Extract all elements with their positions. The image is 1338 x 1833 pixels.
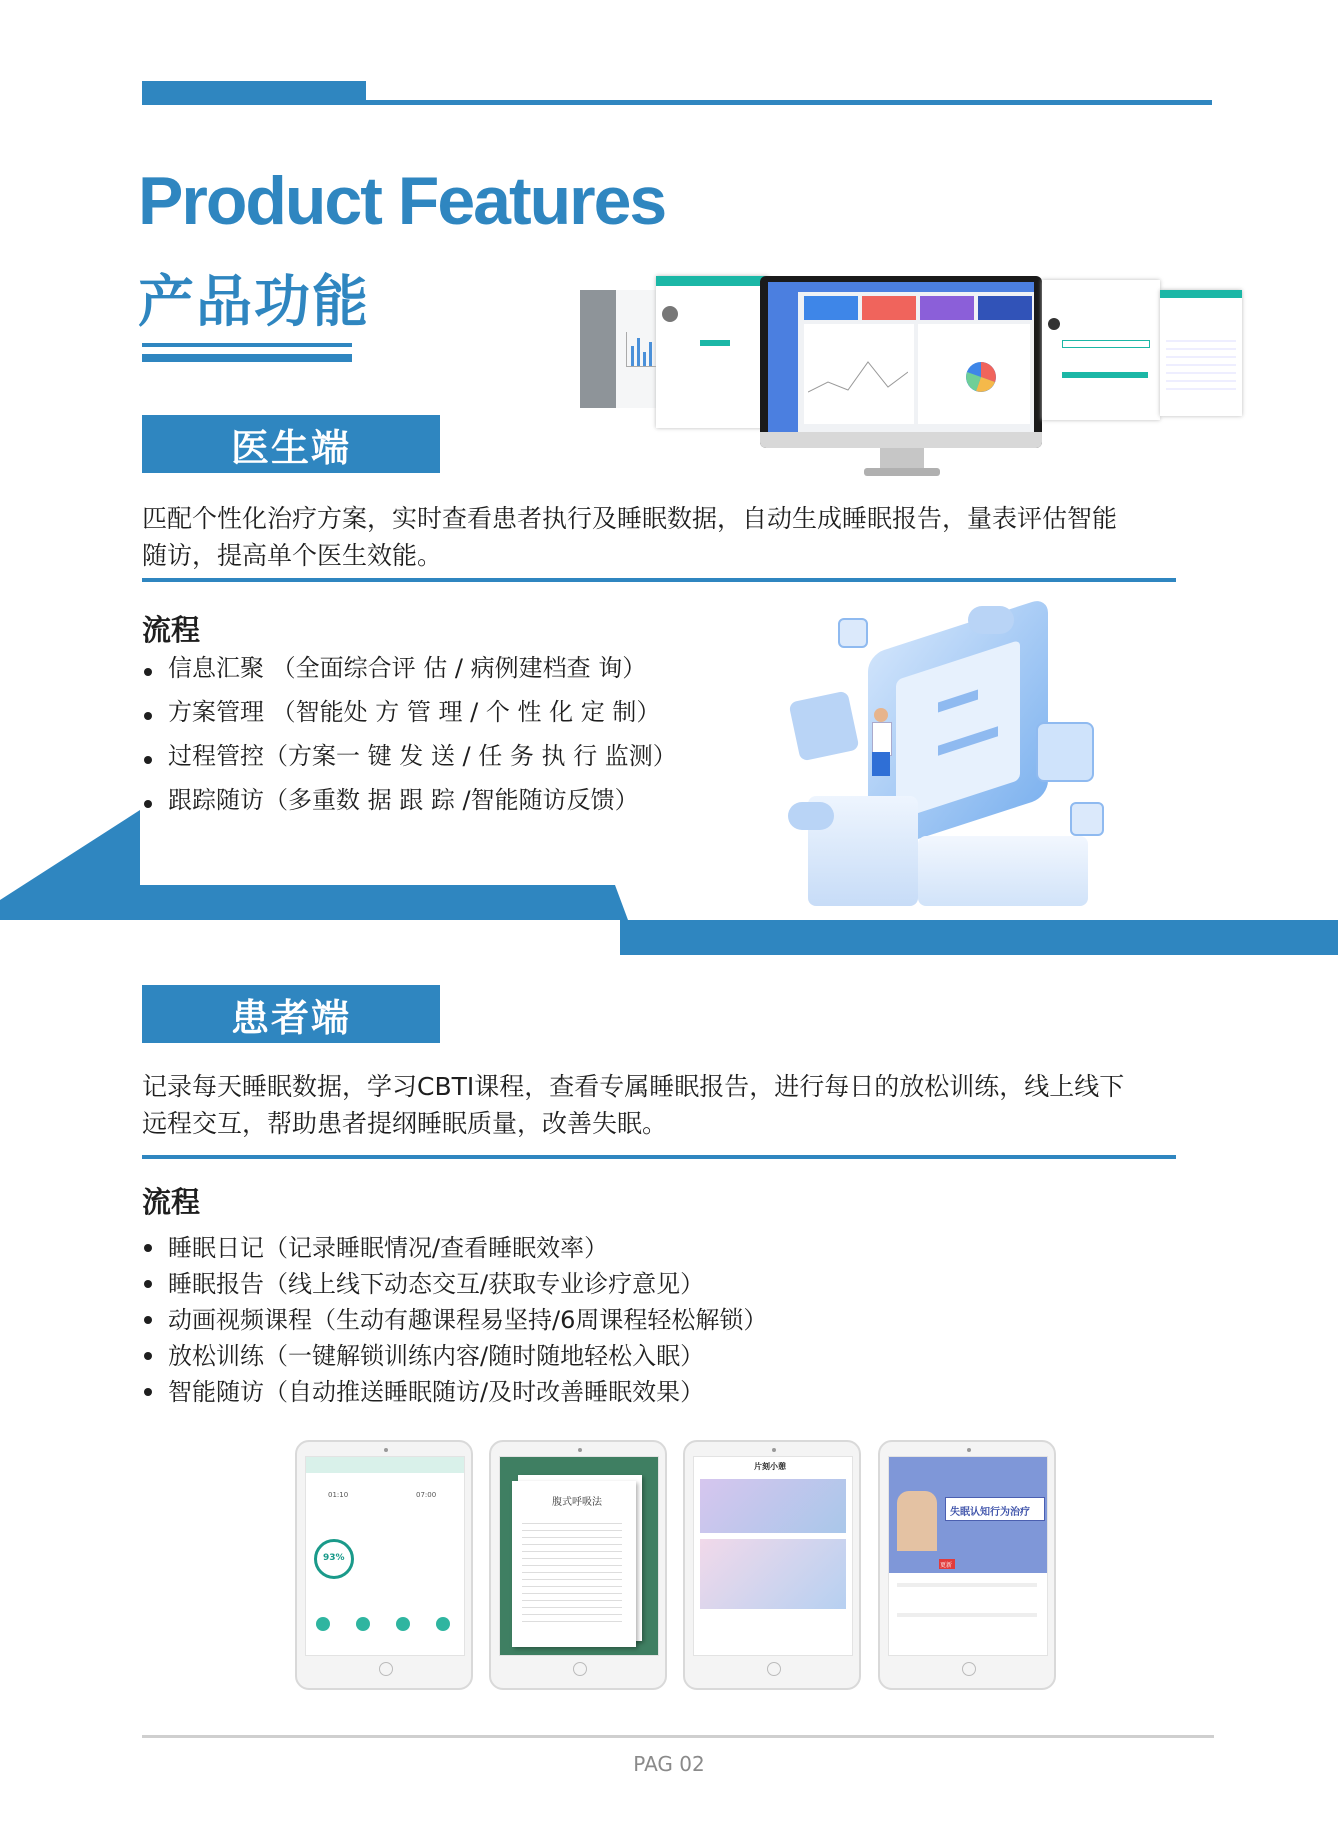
- title-underline-thick: [142, 354, 352, 362]
- patient-description-line2: 远程交互，帮助患者提纲睡眠质量，改善失眠。: [142, 1109, 668, 1138]
- doctor-description-line1: 匹配个性化治疗方案，实时查看患者执行及睡眠数据，自动生成睡眠报告，量表评估智能: [142, 504, 1118, 533]
- footer-line: [142, 1735, 1214, 1738]
- list-item: 跟踪随访（多重数 据 跟 踪 /智能随访反馈）: [142, 782, 677, 826]
- title-english: Product Features: [138, 163, 666, 239]
- list-item: 睡眠日记（记录睡眠情况/查看睡眠效率）: [142, 1230, 767, 1266]
- patient-divider: [142, 1155, 1176, 1159]
- tablet-percent: 93%: [323, 1553, 345, 1563]
- header-bar-thin: [142, 100, 1212, 105]
- doctor-tag: 医生端: [142, 415, 440, 473]
- section-divider-shape: [0, 800, 1338, 960]
- tablet-cbti-banner: 失眠认知行为治疗: [950, 1507, 1030, 1518]
- doctor-screens-illustration: [580, 270, 1244, 485]
- patient-description: [142, 1068, 1192, 1142]
- tablet-breathing-heading: 腹式呼吸法: [552, 1497, 602, 1508]
- tablet-sleep-diary: [295, 1440, 473, 1690]
- tablet-breathing: [489, 1440, 667, 1690]
- tablet-relax: [683, 1440, 861, 1690]
- list-item: 睡眠报告（线上线下动态交互/获取专业诊疗意见）: [142, 1266, 767, 1302]
- tablet-relax-heading: 片刻小憩: [754, 1462, 786, 1471]
- title-underline-thin: [142, 343, 352, 347]
- tablet-time-1: 01:10: [328, 1491, 349, 1499]
- list-item: 方案管理 （智能处 方 管 理 / 个 性 化 定 制）: [142, 694, 677, 738]
- patient-description-line1: 记录每天睡眠数据，学习CBTI课程，查看专属睡眠报告，进行每日的放松训练，线上线下: [142, 1072, 1125, 1101]
- page-number: PAG 02: [633, 1752, 705, 1776]
- patient-process-title: 流程: [142, 1185, 201, 1219]
- doctor-process-title: 流程: [142, 613, 201, 647]
- doctor-divider: [142, 578, 1176, 582]
- title-chinese: 产品功能: [138, 270, 370, 335]
- tablet-cbti-course: [878, 1440, 1056, 1690]
- tablet-time-2: 07:00: [416, 1491, 437, 1499]
- patient-tag: 患者端: [142, 985, 440, 1043]
- list-item: 智能随访（自动推送睡眠随访/及时改善睡眠效果）: [142, 1374, 767, 1410]
- list-item: 动画视频课程（生动有趣课程易坚持/6周课程轻松解锁）: [142, 1302, 767, 1338]
- doctor-description: [142, 500, 1192, 574]
- list-item: 过程管控（方案一 键 发 送 / 任 务 执 行 监测）: [142, 738, 677, 782]
- list-item: 信息汇聚 （全面综合评 估 / 病例建档查 询）: [142, 650, 677, 694]
- tablet-cbti-badge: 更新: [940, 1562, 953, 1569]
- list-item: 放松训练（一键解锁训练内容/随时随地轻松入眠）: [142, 1338, 767, 1374]
- patient-process-list: [142, 1230, 767, 1410]
- doctor-description-line2: 随访，提高单个医生效能。: [142, 541, 443, 570]
